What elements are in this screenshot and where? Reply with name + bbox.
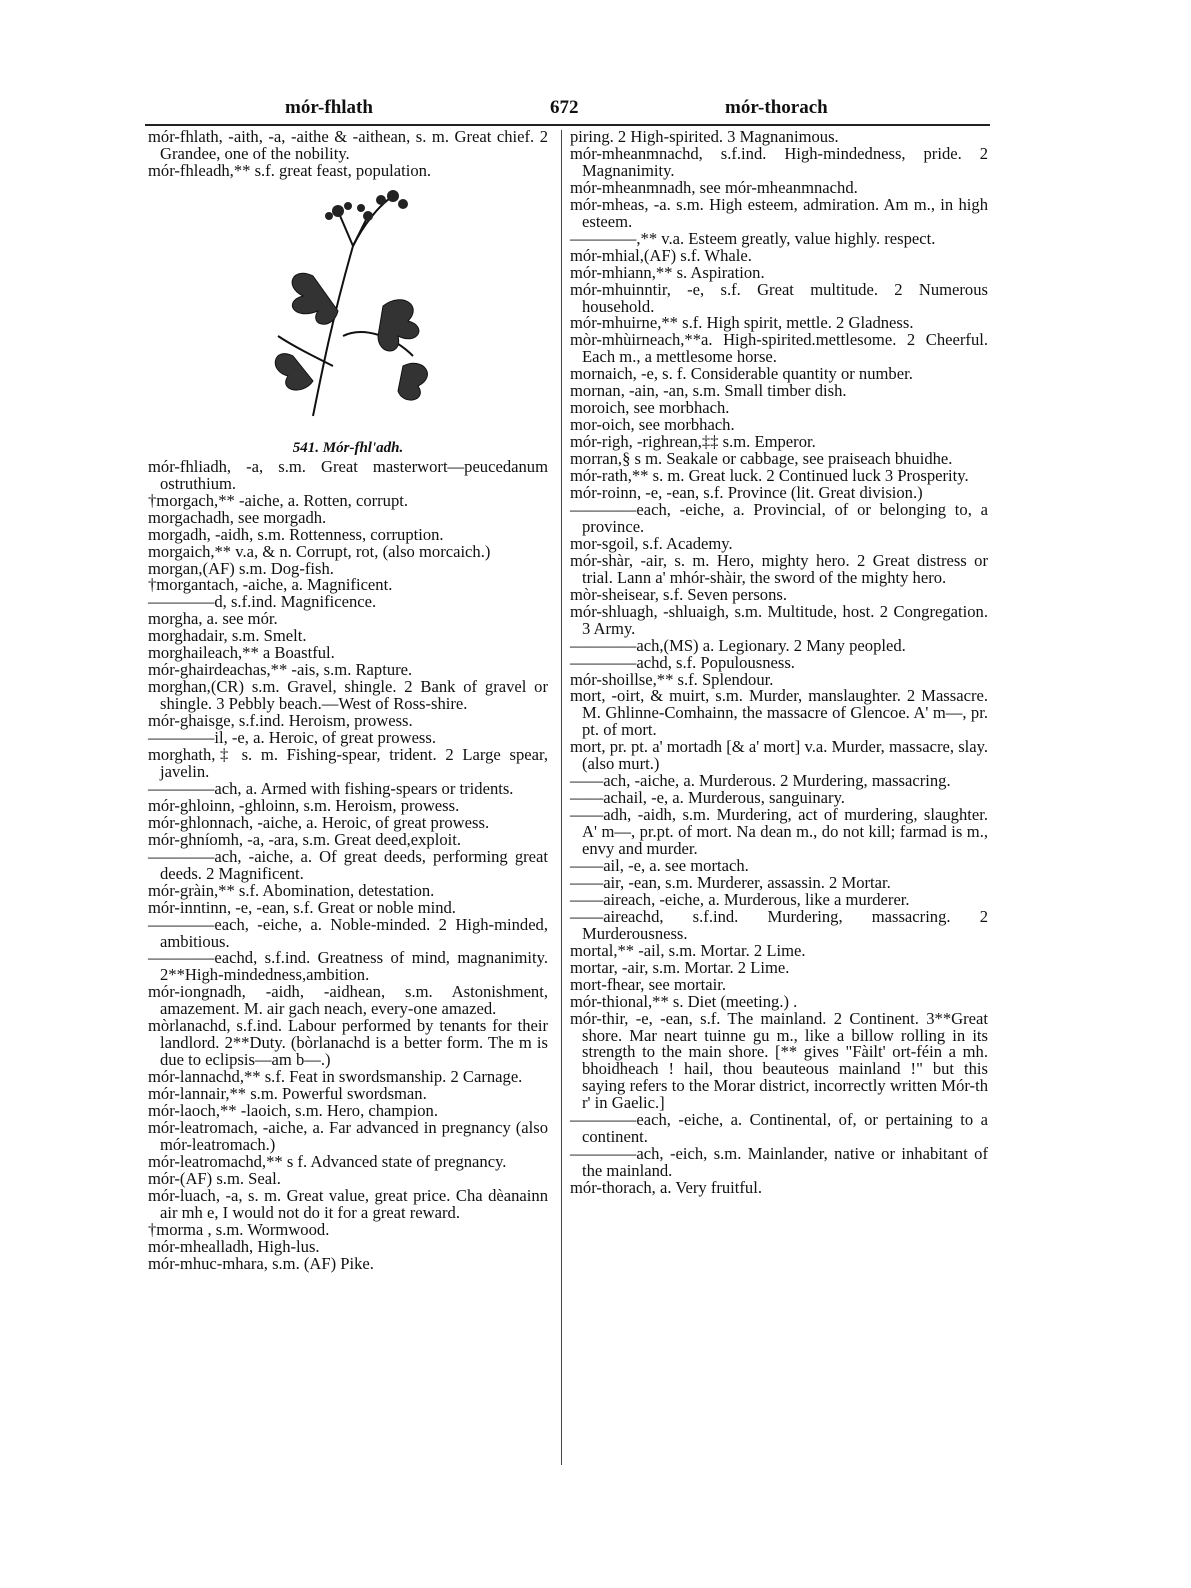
dictionary-entry: ——adh, -aidh, s.m. Murdering, act of murdering, slaughter. A' m—, pr.pt. of mort. Na dean m., do not kill; farmad is m., envy and murder. <box>570 805 988 859</box>
dictionary-entry: ——air, -ean, s.m. Murderer, assassin. 2 Mortar. <box>570 872 891 892</box>
dictionary-entry: morghan,(CR) s.m. Gravel, shingle. 2 Bank of gravel or shingle. 3 Pebbly beach.—West of Ross-shire. <box>148 677 548 714</box>
dictionary-entry: ————each, -eiche, a. Provincial, of or belonging to, a province. <box>570 499 988 536</box>
dictionary-entry: †morgach,** -aiche, a. Rotten, corrupt. <box>148 490 409 510</box>
dictionary-entry: mór-thional,** s. Diet (meeting.) . <box>570 991 798 1011</box>
header-left-guide-word: mór-fhlath <box>285 97 373 118</box>
dictionary-entry: mór-mhial,(AF) s.f. Whale. <box>570 245 752 265</box>
dictionary-entry: mort, -oirt, & muirt, s.m. Murder, manslaughter. 2 Massacre. M. Ghlinne-Comhainn, the massacre of Glencoe. A' m—, pr. pt. of mort. <box>570 686 988 740</box>
header-right-guide-word: mór-thorach <box>725 97 828 118</box>
dictionary-entry: mór-ghairdeachas,** -ais, s.m. Rapture. <box>148 660 413 680</box>
dictionary-entry: morgha, a. see mór. <box>148 609 278 629</box>
page-number: 672 <box>550 97 579 118</box>
dictionary-entry: mór-leatromachd,** s f. Advanced state of pregnancy. <box>148 1151 507 1171</box>
dictionary-entry: ————il, -e, a. Heroic, of great prowess. <box>148 728 437 748</box>
dictionary-entry: mór-roinn, -e, -ean, s.f. Province (lit. Great division.) <box>570 483 923 503</box>
dictionary-entry: mór-fhleadh,** s.f. great feast, population. <box>148 160 432 180</box>
dictionary-entry: mortar, -air, s.m. Mortar. 2 Lime. <box>570 957 790 977</box>
dictionary-entry: mór-iongnadh, -aidh, -aidhean, s.m. Astonishment, amazement. M. air gach neach, every-one amazed. <box>148 982 548 1019</box>
dictionary-entry: morghaileach,** a Boastful. <box>148 643 335 663</box>
dictionary-entry: ————d, s.f.ind. Magnificence. <box>148 592 377 612</box>
dictionary-entry: mor-sgoil, s.f. Academy. <box>570 533 733 553</box>
dictionary-entry: mór-ghaisge, s.f.ind. Heroism, prowess. <box>148 711 413 731</box>
dictionary-entry: mór-lannachd,** s.f. Feat in swordsmanship. 2 Carnage. <box>148 1067 523 1087</box>
dictionary-entry: ——achail, -e, a. Murderous, sanguinary. <box>570 788 845 808</box>
dictionary-entry: morran,§ s m. Seakale or cabbage, see praiseach bhuidhe. <box>570 449 953 469</box>
dictionary-entry: mór-mhiann,** s. Aspiration. <box>570 262 765 282</box>
dictionary-entry: mòr-sheisear, s.f. Seven persons. <box>570 584 787 604</box>
dictionary-entry: ————ach,(MS) a. Legionary. 2 Many peopled. <box>570 635 906 655</box>
dictionary-entry: mór-fhliadh, -a, s.m. Great masterwort—peucedanum ostruthium. <box>148 456 548 493</box>
dictionary-entry: mór-thorach, a. Very fruitful. <box>570 1178 762 1198</box>
dictionary-entry: mór-shoillse,** s.f. Splendour. <box>570 669 774 689</box>
plant-figure <box>148 180 548 438</box>
dictionary-entry: †morgantach, -aiche, a. Magnificent. <box>148 575 393 595</box>
dictionary-entry: piring. 2 High-spirited. 3 Magnanimous. <box>570 127 839 146</box>
dictionary-entry: mòr-mhùirneach,**a. High-spirited.mettlesome. 2 Cheerful. Each m., a mettlesome horse. <box>570 330 988 367</box>
dictionary-entry: mór-mhuirne,** s.f. High spirit, mettle. 2 Gladness. <box>570 313 914 333</box>
dictionary-entry: ————eachd, s.f.ind. Greatness of mind, magnanimity. 2**High-mindedness,ambition. <box>148 948 548 985</box>
dictionary-entry: morgaich,** v.a, & n. Corrupt, rot, (also morcaich.) <box>148 541 491 561</box>
dictionary-entry: mór-shluagh, -shluaigh, s.m. Multitude, host. 2 Congregation. 3 Army. <box>570 601 988 638</box>
left-column <box>148 129 548 1273</box>
dictionary-entry: mór-mhealladh, High-lus. <box>148 1236 320 1256</box>
dictionary-entry: mór-inntinn, -e, -ean, s.f. Great or noble mind. <box>148 897 456 917</box>
dictionary-entry: mór-mhuc-mhara, s.m. (AF) Pike. <box>148 1253 374 1273</box>
dictionary-entry: ————each, -eiche, a. Noble-minded. 2 High-minded, ambitious. <box>148 914 548 951</box>
dictionary-entry: mór-ghlonnach, -aiche, a. Heroic, of great prowess. <box>148 812 490 832</box>
dictionary-entry: ————ach, -aiche, a. Of great deeds, performing great deeds. 2 Magnificent. <box>148 846 548 883</box>
dictionary-entry: mort-fhear, see mortair. <box>570 974 726 994</box>
dictionary-entry: mór-mheanmnadh, see mór-mheanmnachd. <box>570 177 858 197</box>
dictionary-entry: mort, pr. pt. a' mortadh [& a' mort] v.a. Murder, massacre, slay. (also murt.) <box>570 737 988 774</box>
dictionary-entry: mór-shàr, -air, s. m. Hero, mighty hero. 2 Great distress or trial. Lann a' mhór-shàir, the sword of the mighty hero. <box>570 550 988 587</box>
dictionary-entry: mór-(AF) s.m. Seal. <box>148 1168 281 1188</box>
dictionary-entry: ————ach, -eich, s.m. Mainlander, native or inhabitant of the mainland. <box>570 1144 988 1181</box>
dictionary-entry: mór-ghloinn, -ghloinn, s.m. Heroism, prowess. <box>148 795 460 815</box>
dictionary-entry: mortal,** -ail, s.m. Mortar. 2 Lime. <box>570 940 806 960</box>
dictionary-entry: mornan, -ain, -an, s.m. Small timber dish. <box>570 381 847 401</box>
dictionary-entry: mòrlanachd, s.f.ind. Labour performed by tenants for their landlord. 2**Duty. (bòrlanachd is a better form. The m is due to eclipsis—am b—.) <box>148 1016 548 1070</box>
right-column <box>570 129 988 1197</box>
dictionary-entry: mór-fhlath, -aith, -a, -aithe & -aithean, s. m. Great chief. 2 Grandee, one of the nobility. <box>148 127 548 163</box>
dictionary-entry: morghadair, s.m. Smelt. <box>148 626 307 646</box>
dictionary-entry: morgachadh, see morgadh. <box>148 507 327 527</box>
dictionary-entry: mór-mheanmnachd, s.f.ind. High-mindedness, pride. 2 Magnanimity. <box>570 143 988 180</box>
dictionary-entry: ——aireach, -eiche, a. Murderous, like a murderer. <box>570 889 910 909</box>
dictionary-entry: mór-righ, -righrean,‡‡ s.m. Emperor. <box>570 432 816 452</box>
figure-caption: 541. Mór-fhl'adh. <box>292 439 404 456</box>
header-rule <box>145 124 990 126</box>
dictionary-entry: ————ach, a. Armed with fishing-spears or tridents. <box>148 778 514 798</box>
dictionary-entry: ——ach, -aiche, a. Murderous. 2 Murdering, massacring. <box>570 771 951 791</box>
dictionary-entry: ——aireachd, s.f.ind. Murdering, massacring. 2 Murderousness. <box>570 906 988 943</box>
dictionary-entry: ————achd, s.f. Populousness. <box>570 652 795 672</box>
dictionary-entry: ————,** v.a. Esteem greatly, value highly. respect. <box>570 228 936 248</box>
dictionary-entry: mornaich, -e, s. f. Considerable quantity or number. <box>570 364 913 384</box>
dictionary-entry: morgadh, -aidh, s.m. Rottenness, corruption. <box>148 524 444 544</box>
dictionary-entry: morgan,(AF) s.m. Dog-fish. <box>148 558 334 578</box>
dictionary-entry: moroich, see morbhach. <box>570 398 730 418</box>
dictionary-entry: morghath,‡ s. m. Fishing-spear, trident. 2 Large spear, javelin. <box>148 745 548 781</box>
dictionary-entry: mor-oich, see morbhach. <box>570 415 735 435</box>
dictionary-entry: †morma , s.m. Wormwood. <box>148 1219 330 1239</box>
column-divider <box>561 130 562 1465</box>
dictionary-entry: mór-mhuinntir, -e, s.f. Great multitude. 2 Numerous household. <box>570 279 988 316</box>
dictionary-entry: mór-thir, -e, -ean, s.f. The mainland. 2 Continent. 3**Great shore. Mar neart tuinne gu m., like a billow rolling in its strength to the main shore. [** gives "Fàilt' ort-féin a mh. bhoidheach ! hail, thou beauteous mainland !" but this saying refers to the Morar district, incorrectly written Mór-th r' in Gaelic.] <box>570 1008 988 1113</box>
dictionary-entry: mór-leatromach, -aiche, a. Far advanced in pregnancy (also mór-leatromach.) <box>148 1117 548 1154</box>
dictionary-entry: mór-rath,** s. m. Great luck. 2 Continued luck 3 Prosperity. <box>570 466 969 486</box>
page-header <box>150 95 985 123</box>
dictionary-entry: mór-ghníomh, -a, -ara, s.m. Great deed,exploit. <box>148 829 462 849</box>
dictionary-entry: ————each, -eiche, a. Continental, of, or pertaining to a continent. <box>570 1110 988 1147</box>
dictionary-entry: mór-gràin,** s.f. Abomination, detestation. <box>148 880 435 900</box>
dictionary-entry: ——ail, -e, a. see mortach. <box>570 855 749 875</box>
dictionary-entry: mór-laoch,** -laoich, s.m. Hero, champion. <box>148 1101 438 1121</box>
dictionary-entry: mór-lannair,** s.m. Powerful swordsman. <box>148 1084 427 1104</box>
hogweed-plant-illustration-icon <box>253 186 453 426</box>
dictionary-entry: mór-mheas, -a. s.m. High esteem, admiration. Am m., in high esteem. <box>570 194 988 231</box>
dictionary-entry: mór-luach, -a, s. m. Great value, great price. Cha dèanainn air mh e, I would not do it for a great reward. <box>148 1185 548 1222</box>
